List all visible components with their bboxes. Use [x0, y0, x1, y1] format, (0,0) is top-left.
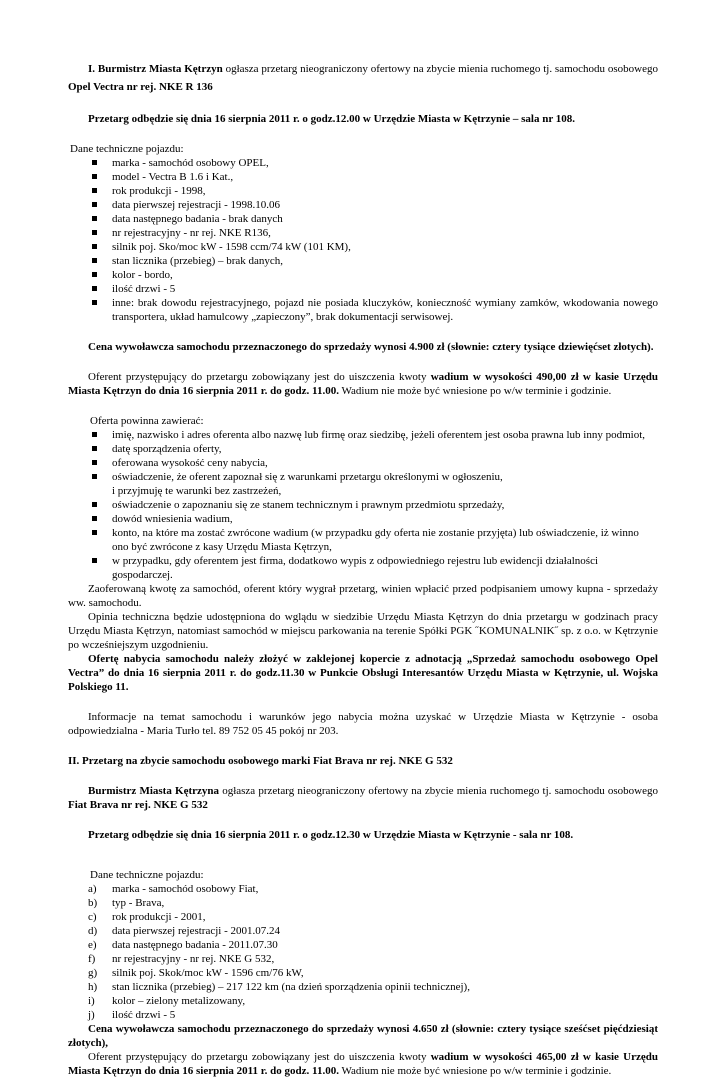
- list-item: [88, 994, 658, 1008]
- list-item: datę sporządzenia oferty,: [112, 442, 658, 456]
- list-item: nr rejestracyjny - nr rej. NKE R136,: [112, 226, 658, 240]
- list-text: typ - Brava,: [112, 897, 165, 909]
- list-item: [88, 938, 658, 952]
- list-text: ilość drzwi - 5: [112, 1009, 176, 1021]
- section1-intro-lead: I. Burmistrz Miasta Kętrzyn: [88, 63, 223, 75]
- list-marker: a): [88, 883, 97, 895]
- section2-tech-title: Dane techniczne pojazdu:: [90, 869, 204, 881]
- list-item: ilość drzwi - 5: [112, 282, 658, 296]
- list-item: silnik poj. Sko/moc kW - 1598 ccm/74 kW (101 KM),: [112, 240, 658, 254]
- list-text: silnik poj. Skok/moc kW - 1596 cm/76 kW,: [112, 967, 304, 979]
- wadium-amount: wadium w wysokości 490,00 zł w kasie Urzędu Miasta Kętrzyn do dnia 16 sierpnia 2011 r. do godz. 11.00.: [68, 371, 658, 397]
- section2-tech-list: [68, 882, 658, 1022]
- list-item: oświadczenie o zapoznaniu się ze stanem technicznym i prawnym przedmiotu sprzedaży,: [112, 498, 658, 512]
- list-text: nr rejestracyjny - nr rej. NKE G 532,: [112, 953, 275, 965]
- section2-intro: [68, 784, 658, 812]
- list-item: oferowana wysokość ceny nabycia,: [112, 456, 658, 470]
- list-item-continuation: i przyjmuję te warunki bez zastrzeżeń,: [112, 485, 282, 497]
- section1-submission-note: Ofertę nabycia samochodu należy złożyć w zaklejonej kopercie z adnotacją „Sprzedaż samochodu osobowego Opel Vectra” do dnia 16 sierpnia 2011 r. do godz.11.30 w Punkcie Obsługi Interesantów Urzędu Miasta w Kętrzynie, ul. Wojska Polskiego 11.: [68, 653, 658, 693]
- list-item: [88, 952, 658, 966]
- list-item: imię, nazwisko i adres oferenta albo nazwę lub firmę oraz siedzibę, jeżeli oferentem jest osoba prawna lub inny podmiot,: [112, 428, 658, 442]
- list-item: data pierwszej rejestracji - 1998.10.06: [112, 198, 658, 212]
- section1-opinion-note: Opinia techniczna będzie udostępniona do wglądu w siedzibie Urzędu Miasta Kętrzyn do dnia przetargu w godzinach pracy Urzędu Miasta Kętrzyn, natomiast samochód w miejscu parkowania na terenie Spółki PGK ˝KOMUNALNIK˝ sp. z o.o. w Kętrzynie po wcześniejszym uzgodnieniu.: [68, 611, 658, 651]
- wadium-text: Oferent przystępujący do przetargu zobowiązany jest do uiszczenia kwoty: [88, 1051, 431, 1063]
- list-text: data następnego badania - 2011.07.30: [112, 939, 278, 951]
- list-item: w przypadku, gdy oferentem jest firma, dodatkowo wypis z odpowiedniego rejestru lub ewidencji działalności gospodarczej.: [112, 554, 658, 582]
- list-item: [88, 910, 658, 924]
- list-text: stan licznika (przebieg) – 217 122 km (na dzień sporządzenia opinii technicznej),: [112, 981, 470, 993]
- list-item: oświadczenie, że oferent zapoznał się z warunkami przetargu określonymi w ogłoszeniu,: [112, 470, 658, 484]
- list-marker: d): [88, 925, 98, 937]
- list-marker: e): [88, 939, 97, 951]
- section2-vehicle: Fiat Brava nr rej. NKE G 532: [68, 799, 208, 811]
- list-item: data następnego badania - brak danych: [112, 212, 658, 226]
- list-text: kolor – zielony metalizowany,: [112, 995, 246, 1007]
- section2-auction-date: Przetarg odbędzie się dnia 16 sierpnia 2011 r. o godz.12.30 w Urzędzie Miasta w Kętrzynie - sala nr 108.: [88, 829, 574, 841]
- list-item: stan licznika (przebieg) – brak danych,: [112, 254, 658, 268]
- list-marker: b): [88, 897, 98, 909]
- list-item: model - Vectra B 1.6 i Kat.,: [112, 170, 658, 184]
- list-item: marka - samochód osobowy OPEL,: [112, 156, 658, 170]
- list-item: [88, 924, 658, 938]
- section1-intro: [68, 60, 658, 96]
- list-marker: j): [88, 1009, 95, 1021]
- wadium-note: Wadium nie może być wniesione po w/w terminie i godzinie.: [338, 1065, 612, 1077]
- wadium-note: Wadium nie może być wniesione po w/w terminie i godzinie.: [338, 385, 612, 397]
- section1-tech-list: [68, 156, 658, 324]
- list-marker: i): [88, 995, 95, 1007]
- section2-price: Cena wywoławcza samochodu przeznaczonego do sprzedaży wynosi 4.650 zł (słownie: cztery tysiące sześćset pięćdziesiąt złotych),: [68, 1023, 658, 1049]
- list-marker: h): [88, 981, 98, 993]
- section1-intro-body: ogłasza przetarg nieograniczony ofertowy na zbycie mienia ruchomego tj. samochodu osobowego: [222, 63, 658, 75]
- section1-tech-title: Dane techniczne pojazdu:: [70, 143, 184, 155]
- list-item: [88, 896, 658, 910]
- section1-wadium: [68, 370, 658, 398]
- section1-auction-date: Przetarg odbędzie się dnia 16 sierpnia 2011 r. o godz.12.00 w Urzędzie Miasta w Kętrzynie – sala nr 108.: [88, 113, 575, 125]
- list-item: [88, 1008, 658, 1022]
- section2-heading: II. Przetarg na zbycie samochodu osobowego marki Fiat Brava nr rej. NKE G 532: [68, 755, 453, 767]
- section1-offer-list: [68, 428, 658, 582]
- section1-payment-note: Zaoferowaną kwotę za samochód, oferent który wygrał przetarg, winien wpłacić przed podpisaniem umowy kupna - sprzedaży ww. samochodu.: [68, 583, 658, 609]
- wadium-text: Oferent przystępujący do przetargu zobowiązany jest do uiszczenia kwoty: [88, 371, 431, 383]
- list-item: konto, na które ma zostać zwrócone wadium (w przypadku gdy oferta nie zostanie przyjęta) lub oświadczenie, iż winno ono być zwrócone z kasy Urzędu Miasta Kętrzyn,: [112, 526, 658, 554]
- section1-vehicle: Opel Vectra nr rej. NKE R 136: [68, 81, 213, 93]
- list-item: [88, 966, 658, 980]
- list-text: rok produkcji - 2001,: [112, 911, 206, 923]
- list-item: [88, 882, 658, 896]
- section1-offer-title: Oferta powinna zawierać:: [90, 415, 204, 427]
- section1-price: Cena wywoławcza samochodu przeznaczonego do sprzedaży wynosi 4.900 zł (słownie: cztery tysiące dziewięćset złotych).: [88, 341, 654, 353]
- section2-wadium: [68, 1050, 658, 1078]
- list-item: [88, 980, 658, 994]
- section2-intro-lead: Burmistrz Miasta Kętrzyna: [88, 785, 220, 797]
- list-marker: f): [88, 953, 96, 965]
- section2-intro-body: ogłasza przetarg nieograniczony ofertowy na zbycie mienia ruchomego tj. samochodu osobowego: [219, 785, 658, 797]
- section1-contact-note: Informacje na temat samochodu i warunków jego nabycia można uzyskać w Urzędzie Miasta w Kętrzynie - osoba odpowiedzialna - Maria Turło tel. 89 752 05 45 pokój nr 203.: [68, 711, 658, 737]
- list-marker: g): [88, 967, 98, 979]
- wadium-amount: wadium w wysokości 465,00 zł w kasie Urzędu Miasta Kętrzyn do dnia 16 sierpnia 2011 r. do godz. 11.00.: [68, 1051, 658, 1077]
- list-item: kolor - bordo,: [112, 268, 658, 282]
- list-marker: c): [88, 911, 97, 923]
- list-text: data pierwszej rejestracji - 2001.07.24: [112, 925, 280, 937]
- list-item: rok produkcji - 1998,: [112, 184, 658, 198]
- list-item: inne: brak dowodu rejestracyjnego, pojazd nie posiada kluczyków, konieczność wymiany zamków, wkodowania nowego transportera, układ hamulcowy „zapieczony”, brak dokumentacji serwisowej.: [112, 297, 658, 323]
- list-text: marka - samochód osobowy Fiat,: [112, 883, 259, 895]
- list-item: dowód wniesienia wadium,: [112, 512, 658, 526]
